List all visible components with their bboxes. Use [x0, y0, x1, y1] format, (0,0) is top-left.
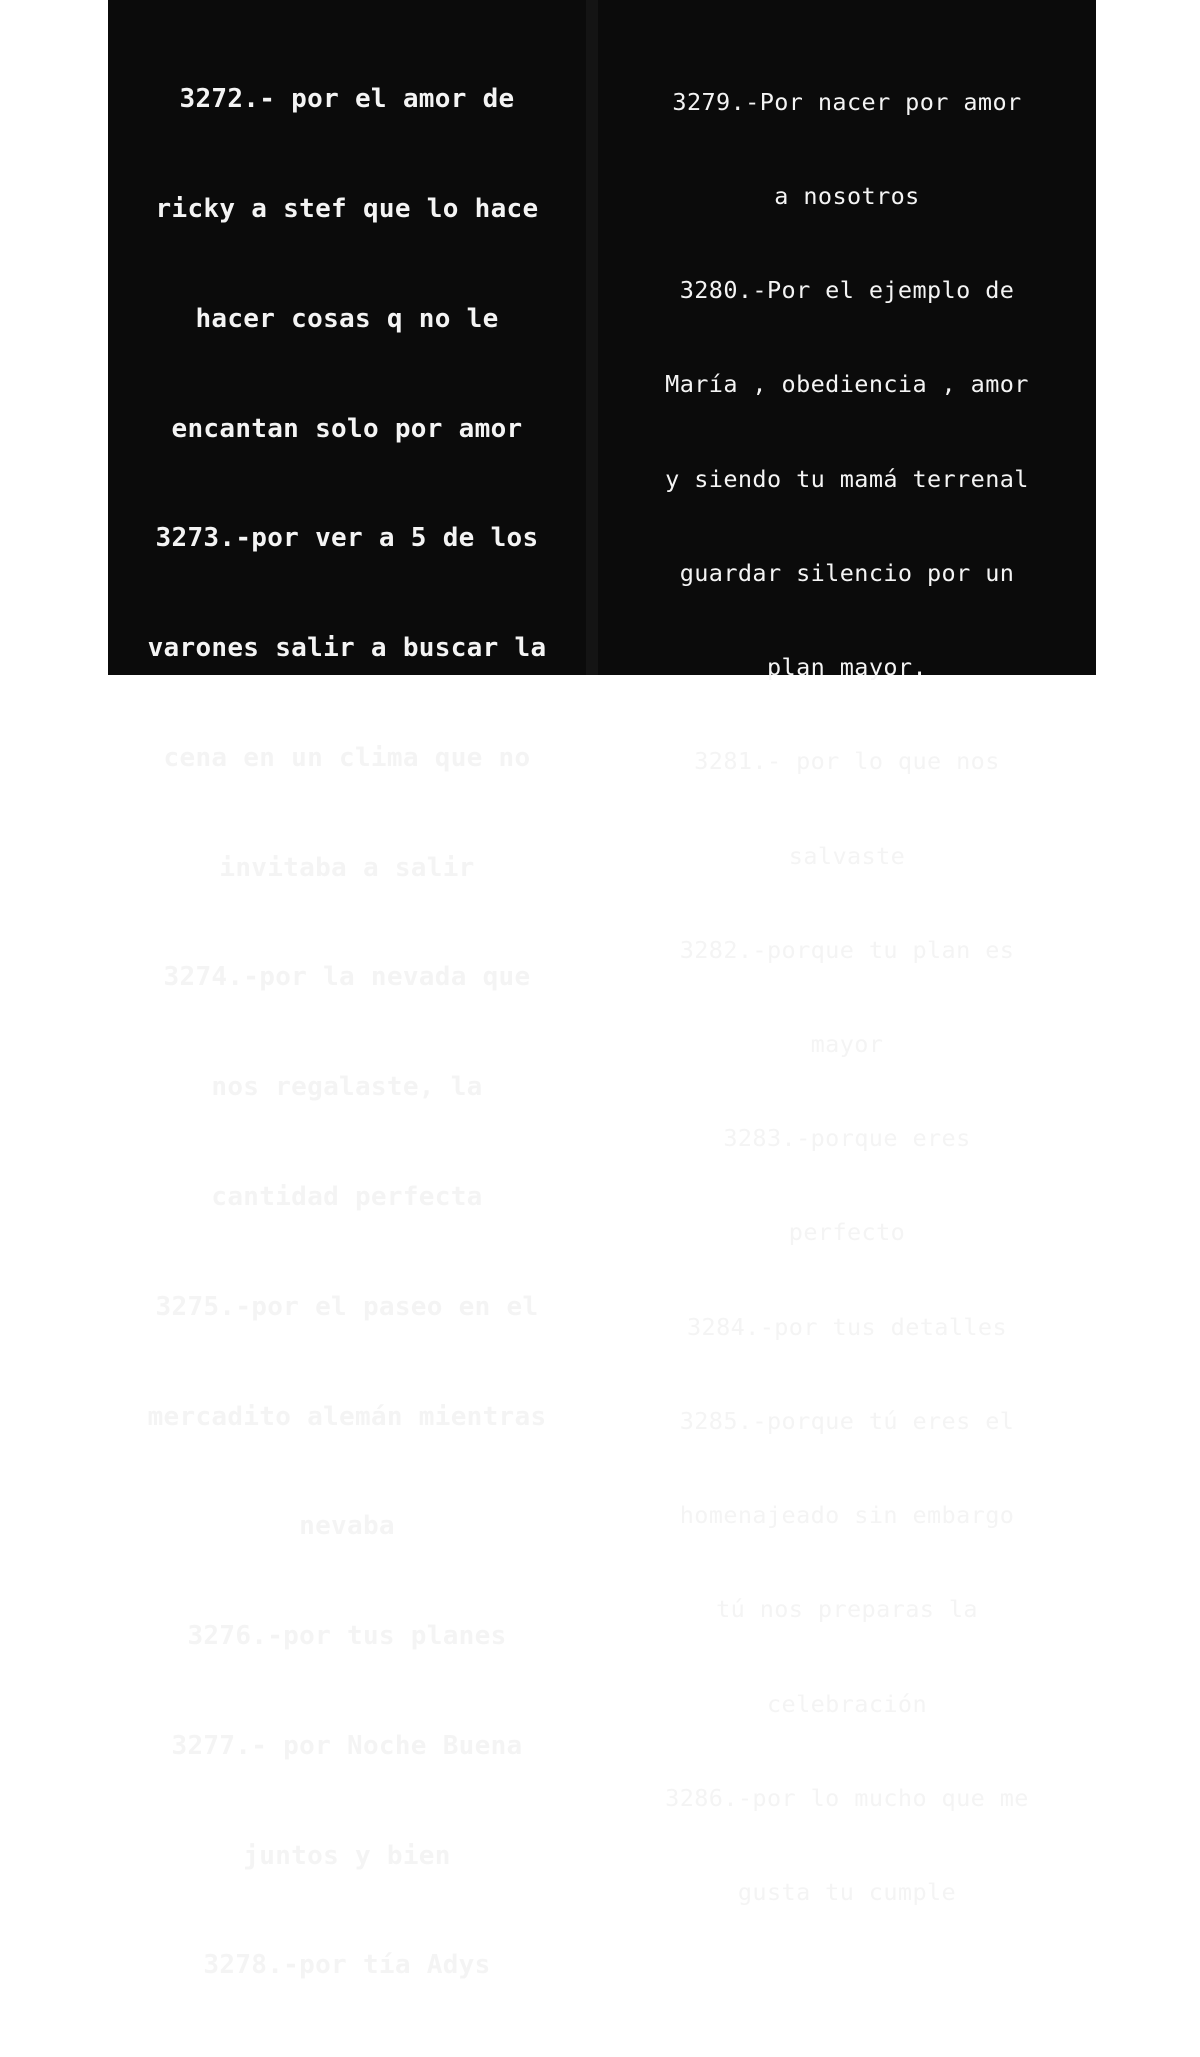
note-line: tú nos preparas la: [716, 1595, 978, 1624]
note-line: invitaba a salir: [219, 852, 475, 883]
note-line: guardar silencio por un: [679, 558, 1015, 587]
note-line: 3274.-por la nevada que: [163, 962, 531, 993]
right-note-panel: [598, 0, 1096, 1906]
note-line: celebración: [766, 1689, 928, 1718]
panel-divider: [586, 0, 598, 675]
note-line: gusta tu cumple: [737, 1877, 957, 1906]
left-note-lines: [108, 8, 586, 2057]
right-note-lines: [598, 24, 1096, 1971]
note-line: 3283.-porque eres: [723, 1124, 971, 1153]
note-line: 3280.-Por el ejemplo de: [679, 276, 1015, 305]
note-line: 3272.- por el amor de: [179, 84, 515, 115]
note-line: mercadito alemán mientras: [147, 1401, 547, 1432]
note-line: 3284.-por tus detalles: [686, 1312, 1008, 1341]
note-line: 3276.-por tus planes: [187, 1621, 507, 1652]
note-line: hacer cosas q no le: [195, 303, 499, 334]
note-line: perfecto: [788, 1218, 906, 1247]
note-line: 3275.-por el paseo en el: [155, 1291, 539, 1322]
note-line: 3282.-porque tu plan es: [679, 935, 1015, 964]
note-line: varones salir a buscar la: [147, 633, 547, 664]
note-line: 3281.- por lo que nos: [694, 747, 1000, 776]
note-line: cena en un clima que no: [163, 742, 531, 773]
note-line: nevaba: [299, 1511, 395, 1542]
note-line: 3285.-porque tú eres el: [679, 1406, 1015, 1435]
note-line: 3278.-por tía Adys: [203, 1950, 491, 1981]
note-line: ricky a stef que lo hace: [155, 193, 539, 224]
left-note-panel: [108, 0, 586, 1981]
note-line: encantan solo por amor: [171, 413, 523, 444]
note-line: salvaste: [788, 841, 906, 870]
note-line: 3279.-Por nacer por amor: [672, 87, 1022, 116]
note-line: 3277.- por Noche Buena: [171, 1730, 523, 1761]
note-line: mayor: [810, 1030, 884, 1058]
note-line: plan mayor.: [766, 653, 928, 682]
note-line: nos regalaste, la: [211, 1072, 483, 1103]
note-line: y siendo tu mamá terrenal: [665, 464, 1029, 493]
note-line: 3286.-por lo mucho que me: [665, 1783, 1029, 1812]
note-line: a nosotros: [774, 182, 920, 211]
note-line: juntos y bien: [243, 1840, 451, 1871]
note-line: homenajeado sin embargo: [679, 1501, 1015, 1530]
note-line: María , obediencia , amor: [665, 370, 1029, 399]
note-line: 3273.-por ver a 5 de los: [155, 523, 539, 554]
note-line: cantidad perfecta: [211, 1182, 483, 1212]
